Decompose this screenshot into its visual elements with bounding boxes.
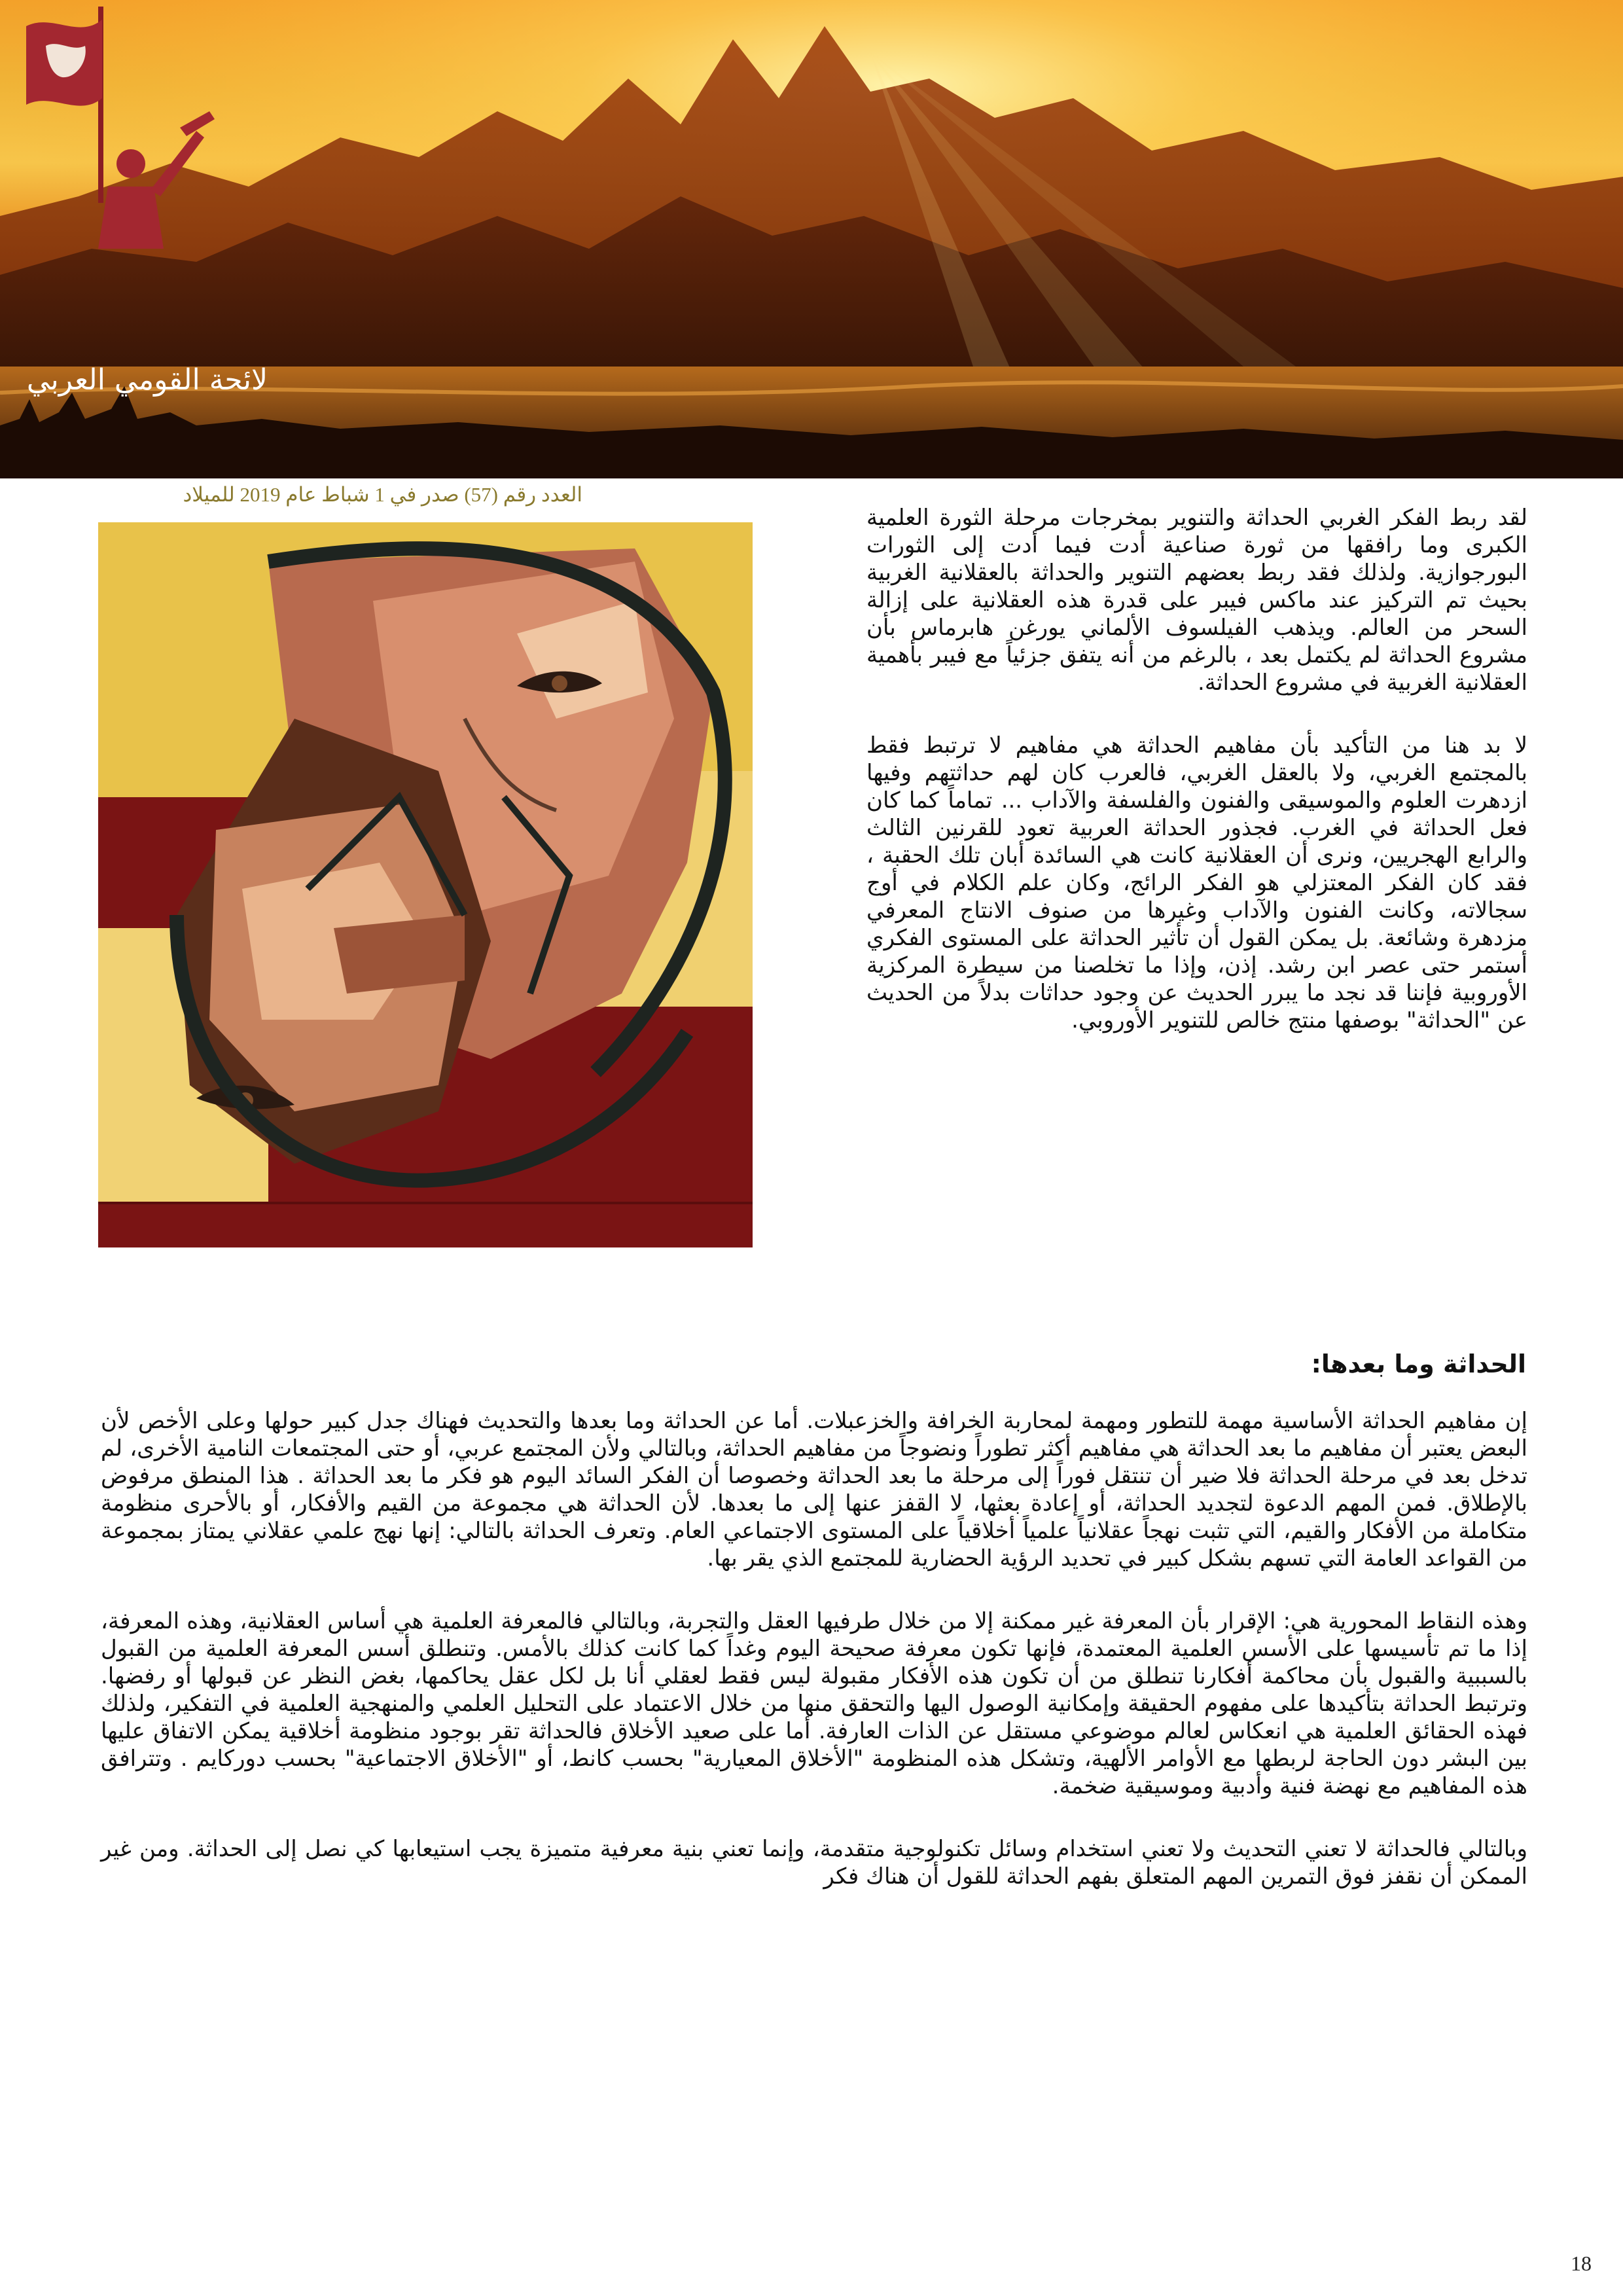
paragraph-arab-modernity: لا بد هنا من التأكيد بأن مفاهيم الحداثة هي مفاهيم لا ترتبط فقط بالمجتمع الغربي، ولا بالعقل الغربي، فالعرب كان لهم حداثتهم وفيها ازدهرت العلوم والموسيقى والفنون والفلسفة والآداب ... تماماً كما كان فعل الحداثة في الغرب. فجذور الحداثة العربية تعود للقرنين الثالث والرابع الهجريين، ونرى أن العقلانية كانت هي السائدة أبان تلك الحقبة ، فقد كان الفكر المعتزلي هو الفكر الرائج، وكان علم الكلام في أوج سجالاته، وكانت الفنون والآداب وغيرها من صنوف الانتاج المعرفي مزدهرة وشائعة. بل يمكن القول أن تأثير الحداثة على المستوى الفكري أستمر حتى عصر ابن رشد. إذن، وإذا ما تخلصنا من سيطرة المركزية الأوروبية فإننا قد نجد ما يبرر الحديث عن وجود حداثات بدلاً من الحديث عن "الحداثة" بوصفها منتج خالص للتنوير الأوروبي. <box>866 732 1527 1033</box>
cubist-portrait-artwork <box>98 522 753 1247</box>
logo-caption: لائحة القومي العربي <box>26 363 268 397</box>
section-title: الحداثة وما بعدها: <box>1311 1350 1526 1378</box>
logo-emblem <box>0 0 262 275</box>
article-body <box>101 1407 1527 1890</box>
paragraph-core-points: وهذه النقاط المحورية هي: الإقرار بأن المعرفة غير ممكنة إلا من خلال طرفيها العقل والتجربة، وبالتالي فالمعرفة العلمية هي أساس العقلانية، وهذه المعرفة، إذا ما تم تأسيسها على الأسس العلمية المعتمدة، فإنها تكون معرفة صحيحة اليوم وغداً كما كانت كذلك بالأمس. وتنطلق أسس المعرفة العلمية من القبول بالسببية والقبول بأن محاكمة أفكارنا تنطلق من أن تكون هذه الأفكار مقبولة ليس فقط لعقلي أنا بل لكل عقل يحاكمها، بغض النظر عن قبولها أو رفضها. وترتبط الحداثة بتأكيدها على مفهوم الحقيقة وإمكانية الوصول اليها والتحقق منها من خلال الاعتماد على التحليل العلمي والمنهجية العلمية في التفكير، ولذلك فهذه الحقائق العلمية هي انعكاس لعالم موضوعي مستقل عن الذات العارفة. أما على صعيد الأخلاق فالحداثة تقر بوجود منظومة أخلاقية يمكن الاتفاق عليها بين البشر دون الحاجة لربطها مع الأوامر الألهية، وتشكل هذه المنظومة "الأخلاق المعيارية" بحسب كانط، أو "الأخلاق الاجتماعية" بحسب دوركايم . وتترافق هذه المفاهيم مع نهضة فنية وأدبية وموسيقية ضخمة. <box>101 1608 1527 1799</box>
header-banner <box>0 0 1623 478</box>
paragraph-intro: لقد ربط الفكر الغربي الحداثة والتنوير بمخرجات مرحلة الثورة العلمية الكبرى وما رافقها من ثورة صناعية أدت فيما أدت إلى الثورات البورجوازية. ولذلك فقد ربط بعضهم التنوير والحداثة بالعقلانية الغربية بحيث تم التركيز عند ماكس فيبر على قدرة هذه العقلانية على إزالة السحر من العالم. ويذهب الفيلسوف الألماني يورغن هابرماس بأن مشروع الحداثة لم يكتمل بعد ، بالرغم من أنه يتفق جزئياً مع فيبر بأهمية العقلانية الغربية في مشروع الحداثة. <box>866 505 1527 696</box>
issue-line: العدد رقم (57) صدر في 1 شباط عام 2019 للميلاد <box>183 483 582 506</box>
paragraph-conclusion: وبالتالي فالحداثة لا تعني التحديث ولا تعني استخدام وسائل تكنولوجية متقدمة، وإنما تعني بنية معرفية متميزة يجب استيعابها كي نصل إلى الحداثة. ومن غير الممكن أن نقفز فوق التمرين المهم المتعلق بفهم الحداثة للقول أن هناك فكر <box>101 1836 1527 1890</box>
page-number: 18 <box>1571 2251 1592 2275</box>
article-top-column <box>866 504 1527 1034</box>
paragraph-modernity-concepts: إن مفاهيم الحداثة الأساسية مهمة للتطور ومهمة لمحاربة الخرافة والخزعبلات. أما عن الحداثة وما بعدها والتحديث فهناك جدل كبير حولها وعلى الأخص لأن البعض يعتبر أن مفاهيم ما بعد الحداثة هي مفاهيم أكثر تطوراً ونضوجاً من مفاهيم الحداثة، وبالتالي ولأن المجتمع عربي، أو حتى المجتمعات النامية الأخرى، لم تدخل بعد في مرحلة الحداثة فلا ضير أن تنتقل فوراً إلى مرحلة ما بعد الحداثة وخصوصا أن الفكر السائد اليوم هو فكر ما بعد الحداثة . هذا المنطق مرفوض بالإطلاق. فمن المهم الدعوة لتجديد الحداثة، أو إعادة بعثها، لا القفز عنها إلى ما بعدها. لأن الحداثة هي مجموعة من القيم والأفكار، أو بالأحرى منظومة متكاملة من الأفكار والقيم، التي تثبت نهجاً عقلانياً علمياً أخلاقياً على المستوى الاجتماعي العام. وتعرف الحداثة بالتالي: إنها نهج علمي عقلاني يمتاز بمجموعة من القواعد العامة التي تسهم بشكل كبير في تحديد الرؤية الحضارية للمجتمع الذي يقر بها. <box>101 1408 1527 1571</box>
